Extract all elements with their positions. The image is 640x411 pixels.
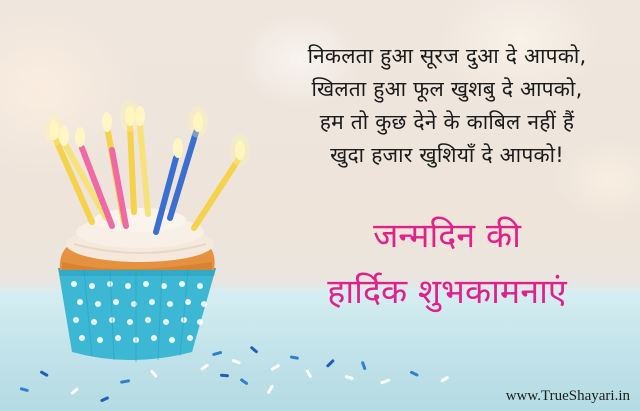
poem-line: हम तो कुछ देने के काबिल नहीं हैं [319, 110, 575, 134]
poem-line: निकलता हुआ सूरज दुआ दे आपको, [307, 44, 587, 68]
poem-line: खुदा हजार खुशियाँ दे आपको! [330, 143, 564, 167]
wish-line-1: जन्मदिन की [373, 216, 521, 256]
birthday-wish [262, 208, 632, 320]
poem-line: खिलता हुआ फूल खुशबु दे आपको, [311, 77, 583, 101]
poem-text [262, 40, 632, 172]
wish-line-2: हार्दिक शुभकामनाएं [327, 272, 567, 312]
cupcake-liner [58, 268, 216, 362]
watermark-url: www.TrueShayari.in [505, 388, 630, 404]
